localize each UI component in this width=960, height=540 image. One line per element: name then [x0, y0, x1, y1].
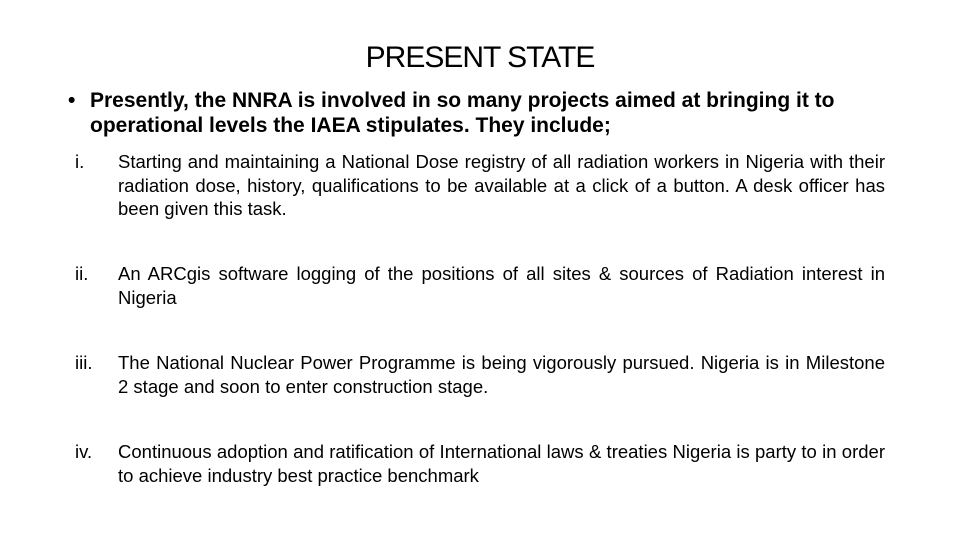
list-item [75, 262, 885, 309]
intro-bullet-point [68, 88, 858, 138]
list-item [75, 150, 885, 221]
list-item-number: iv. [75, 441, 93, 462]
slide-title: PRESENT STATE [365, 41, 595, 74]
list-item-text: The National Nuclear Power Programme is being vigorously pursued. Nigeria is in Milestone 2 stage and soon to enter construction stage. [118, 352, 885, 397]
intro-text: Presently, the NNRA is involved in so many projects aimed at bringing it to operational levels the IAEA stipulates. They include; [90, 89, 835, 137]
list-item-text: Continuous adoption and ratification of International laws & treaties Nigeria is party to in order to achieve industry best practice benchmark [118, 441, 885, 486]
bullet-icon: • [68, 89, 76, 112]
list-item-text: Starting and maintaining a National Dose registry of all radiation workers in Nigeria with their radiation dose, history, qualifications to be available at a click of a button. A desk officer has been given this task. [118, 151, 885, 219]
list-item-text: An ARCgis software logging of the positions of all sites & sources of Radiation interest in Nigeria [118, 263, 885, 308]
list-item [75, 440, 885, 487]
list-item-number: i. [75, 151, 85, 172]
list-item-number: iii. [75, 352, 93, 373]
list-item [75, 351, 885, 398]
list-item-number: ii. [75, 263, 89, 284]
